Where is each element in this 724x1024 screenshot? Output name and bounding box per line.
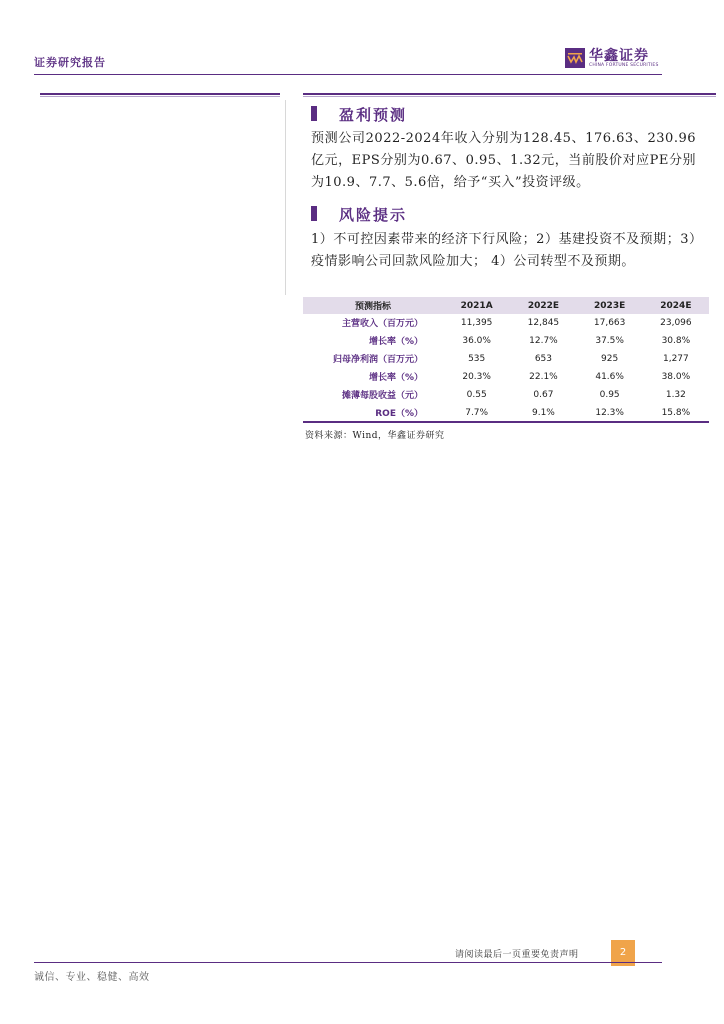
report-type-label: 证券研究报告 xyxy=(34,56,106,69)
table-row xyxy=(303,386,709,404)
table-cell: 17,663 xyxy=(577,314,643,332)
table-cell: 0.67 xyxy=(510,386,576,404)
page-number-badge: 2 xyxy=(611,940,635,966)
table-cell: 22.1% xyxy=(510,368,576,386)
table-header-cell: 2024E xyxy=(643,297,709,314)
left-column-rule xyxy=(40,93,280,98)
table-cell: 12,845 xyxy=(510,314,576,332)
header-divider xyxy=(34,74,662,75)
footer-divider xyxy=(34,962,662,963)
table-header-cell: 2021A xyxy=(443,297,510,314)
risk-text: 1）不可控因素带来的经济下行风险；2）基建投资不及预期；3）疫情影响公司回款风险加大； 4）公司转型不及预期。 xyxy=(311,232,696,269)
company-logo xyxy=(565,47,665,71)
table-cell: 0.55 xyxy=(443,386,510,404)
table-header-row xyxy=(303,297,709,314)
table-cell: 653 xyxy=(510,350,576,368)
table-header-cell: 预测指标 xyxy=(303,297,443,314)
table-cell: 12.3% xyxy=(577,404,643,423)
table-cell: 23,096 xyxy=(643,314,709,332)
china-fortune-securities-logo-icon xyxy=(565,48,585,68)
section-marker-icon xyxy=(311,206,317,221)
logo-chinese-name: 华鑫证券 xyxy=(589,48,649,64)
table-row xyxy=(303,332,709,350)
table-cell: 925 xyxy=(577,350,643,368)
table-cell: 36.0% xyxy=(443,332,510,350)
table-cell: 38.0% xyxy=(643,368,709,386)
section-title: 盈利预测 xyxy=(339,106,408,124)
section-title: 风险提示 xyxy=(339,206,408,224)
row-label: 归母净利润（百万元） xyxy=(303,350,443,368)
table-cell: 1,277 xyxy=(643,350,709,368)
section-marker-icon xyxy=(311,106,317,121)
table-cell: 7.7% xyxy=(443,404,510,423)
table-row xyxy=(303,314,709,332)
table-row xyxy=(303,350,709,368)
table-header-cell: 2022E xyxy=(510,297,576,314)
table-cell: 37.5% xyxy=(577,332,643,350)
table-header-cell: 2023E xyxy=(577,297,643,314)
table-row xyxy=(303,368,709,386)
table-cell: 0.95 xyxy=(577,386,643,404)
table-cell: 12.7% xyxy=(510,332,576,350)
table-source-note: 资料来源：Wind，华鑫证券研究 xyxy=(305,431,445,441)
table-cell: 41.6% xyxy=(577,368,643,386)
table-cell: 20.3% xyxy=(443,368,510,386)
row-label: 增长率（%） xyxy=(303,332,443,350)
table-cell: 535 xyxy=(443,350,510,368)
right-column-rule xyxy=(303,93,716,98)
profit-forecast-text: 预测公司2022-2024年收入分别为128.45、176.63、230.96亿元，EPS分别为0.67、0.95、1.32元，当前股价对应PE分别为10.9、7.7、5.6倍，给予“买入”投资评级。 xyxy=(311,131,696,190)
row-label: 主营收入（百万元） xyxy=(303,314,443,332)
company-motto: 诚信、专业、稳健、高效 xyxy=(34,972,150,983)
column-divider xyxy=(285,100,286,295)
row-label: 增长率（%） xyxy=(303,368,443,386)
table-cell: 9.1% xyxy=(510,404,576,423)
table-row xyxy=(303,404,709,423)
table-cell: 30.8% xyxy=(643,332,709,350)
table-cell: 11,395 xyxy=(443,314,510,332)
disclaimer-note: 请阅读最后一页重要免责声明 xyxy=(455,950,579,960)
row-label: 摊薄每股收益（元） xyxy=(303,386,443,404)
table-cell: 15.8% xyxy=(643,404,709,423)
row-label: ROE（%） xyxy=(303,404,443,423)
forecast-table xyxy=(303,297,709,423)
table-cell: 1.32 xyxy=(643,386,709,404)
logo-english-name: CHINA FORTUNE SECURITIES xyxy=(589,63,659,68)
